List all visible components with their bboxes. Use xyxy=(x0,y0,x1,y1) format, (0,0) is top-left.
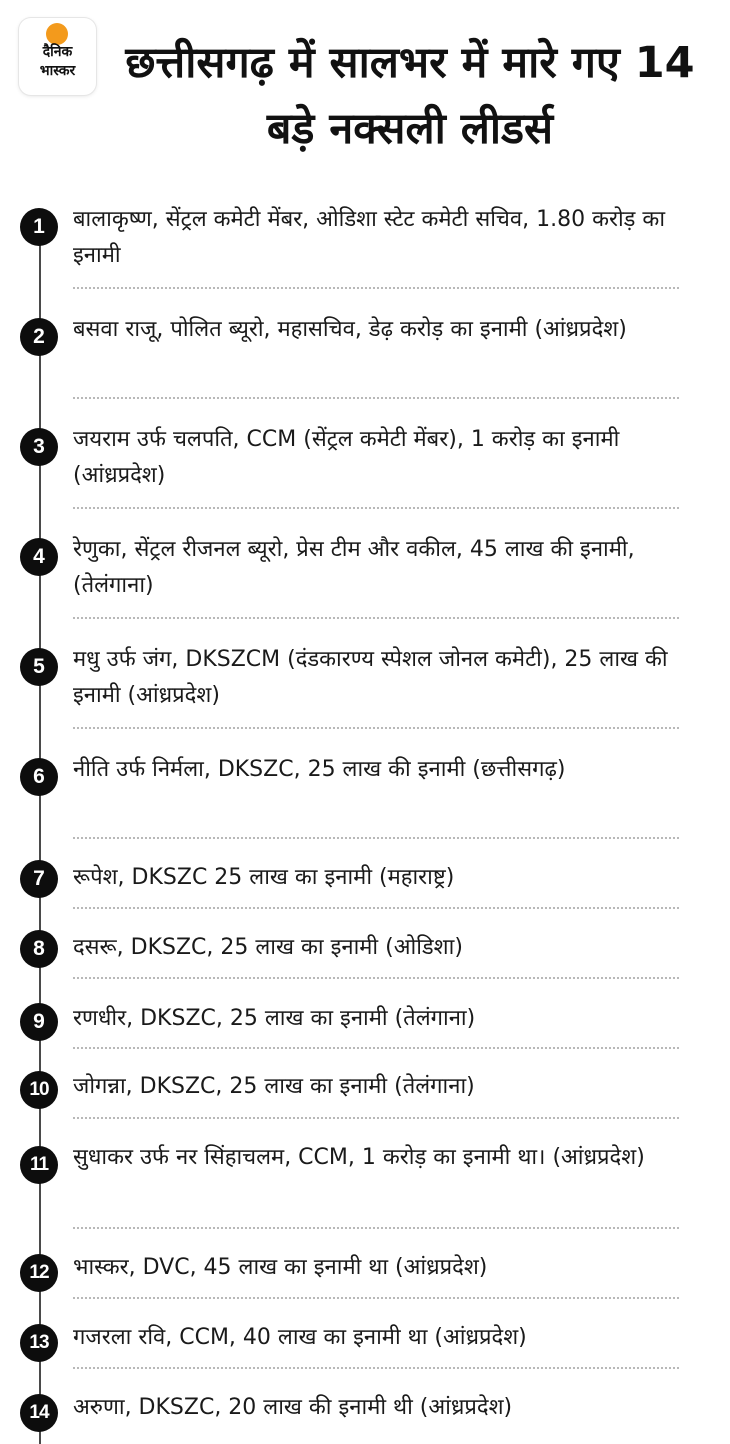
item-text: बालाकृष्ण, सेंट्रल कमेटी मेंबर, ओडिशा स्टेट कमेटी सचिव, 1.80 करोड़ का इनामी xyxy=(73,207,666,268)
item-number-badge: 10 xyxy=(20,1071,58,1109)
item-text: अरुणा, DKSZC, 20 लाख की इनामी थी (आंध्रप्रदेश) xyxy=(73,1395,513,1420)
item-number-badge: 14 xyxy=(20,1394,58,1432)
item-text: नीति उर्फ निर्मला, DKSZC, 25 लाख की इनामी (छत्तीसगढ़) xyxy=(73,757,566,782)
item-number-badge: 12 xyxy=(20,1254,58,1292)
item-text: जोगन्ना, DKSZC, 25 लाख का इनामी (तेलंगाना) xyxy=(73,1074,475,1099)
item-text: सुधाकर उर्फ नर सिंहाचलम, CCM, 1 करोड़ का इनामी था। (आंध्रप्रदेश) xyxy=(73,1145,645,1170)
dotted-divider xyxy=(73,1117,679,1119)
logo-text-line1: दैनिक xyxy=(42,44,73,60)
page-title: छत्तीसगढ़ में सालभर में मारे गए 14 बड़े नक्सली लीडर्स xyxy=(125,38,695,154)
dotted-divider xyxy=(73,977,679,979)
item-number-badge: 5 xyxy=(20,648,58,686)
dotted-divider xyxy=(73,837,679,839)
item-number-badge: 3 xyxy=(20,428,58,466)
item-number-badge: 8 xyxy=(20,930,58,968)
dotted-divider xyxy=(73,907,679,909)
item-number-badge: 11 xyxy=(20,1146,58,1184)
dotted-divider xyxy=(73,397,679,399)
logo-text-line2: भास्कर xyxy=(39,63,76,79)
item-text: रेणुका, सेंट्रल रीजनल ब्यूरो, प्रेस टीम और वकील, 45 लाख की इनामी, (तेलंगाना) xyxy=(73,537,635,598)
item-text: रणधीर, DKSZC, 25 लाख का इनामी (तेलंगाना) xyxy=(73,1006,476,1031)
item-text: रूपेश, DKSZC 25 लाख का इनामी (महाराष्ट्र) xyxy=(73,865,455,890)
item-number-badge: 7 xyxy=(20,860,58,898)
item-number-badge: 1 xyxy=(20,208,58,246)
item-number-badge: 4 xyxy=(20,538,58,576)
dotted-divider xyxy=(73,1367,679,1369)
item-number-badge: 2 xyxy=(20,318,58,356)
dotted-divider xyxy=(73,287,679,289)
item-text: जयराम उर्फ चलपति, CCM (सेंट्रल कमेटी मेंबर), 1 करोड़ का इनामी (आंध्रप्रदेश) xyxy=(73,427,620,488)
dotted-divider xyxy=(73,1227,679,1229)
dotted-divider xyxy=(73,1297,679,1299)
item-number-badge: 9 xyxy=(20,1003,58,1041)
item-text: बसवा राजू, पोलित ब्यूरो, महासचिव, डेढ़ करोड़ का इनामी (आंध्रप्रदेश) xyxy=(73,317,627,342)
dotted-divider xyxy=(73,727,679,729)
dotted-divider xyxy=(73,1047,679,1049)
dotted-divider xyxy=(73,507,679,509)
item-text: भास्कर, DVC, 45 लाख का इनामी था (आंध्रप्रदेश) xyxy=(73,1255,488,1280)
item-text: दसरू, DKSZC, 25 लाख का इनामी (ओडिशा) xyxy=(73,935,463,960)
item-text: गजरला रवि, CCM, 40 लाख का इनामी था (आंध्रप्रदेश) xyxy=(73,1325,527,1350)
dotted-divider xyxy=(73,617,679,619)
item-number-badge: 6 xyxy=(20,758,58,796)
item-number-badge: 13 xyxy=(20,1324,58,1362)
item-text: मधु उर्फ जंग, DKSZCM (दंडकारण्य स्पेशल जोनल कमेटी), 25 लाख की इनामी (आंध्रप्रदेश) xyxy=(73,647,668,708)
